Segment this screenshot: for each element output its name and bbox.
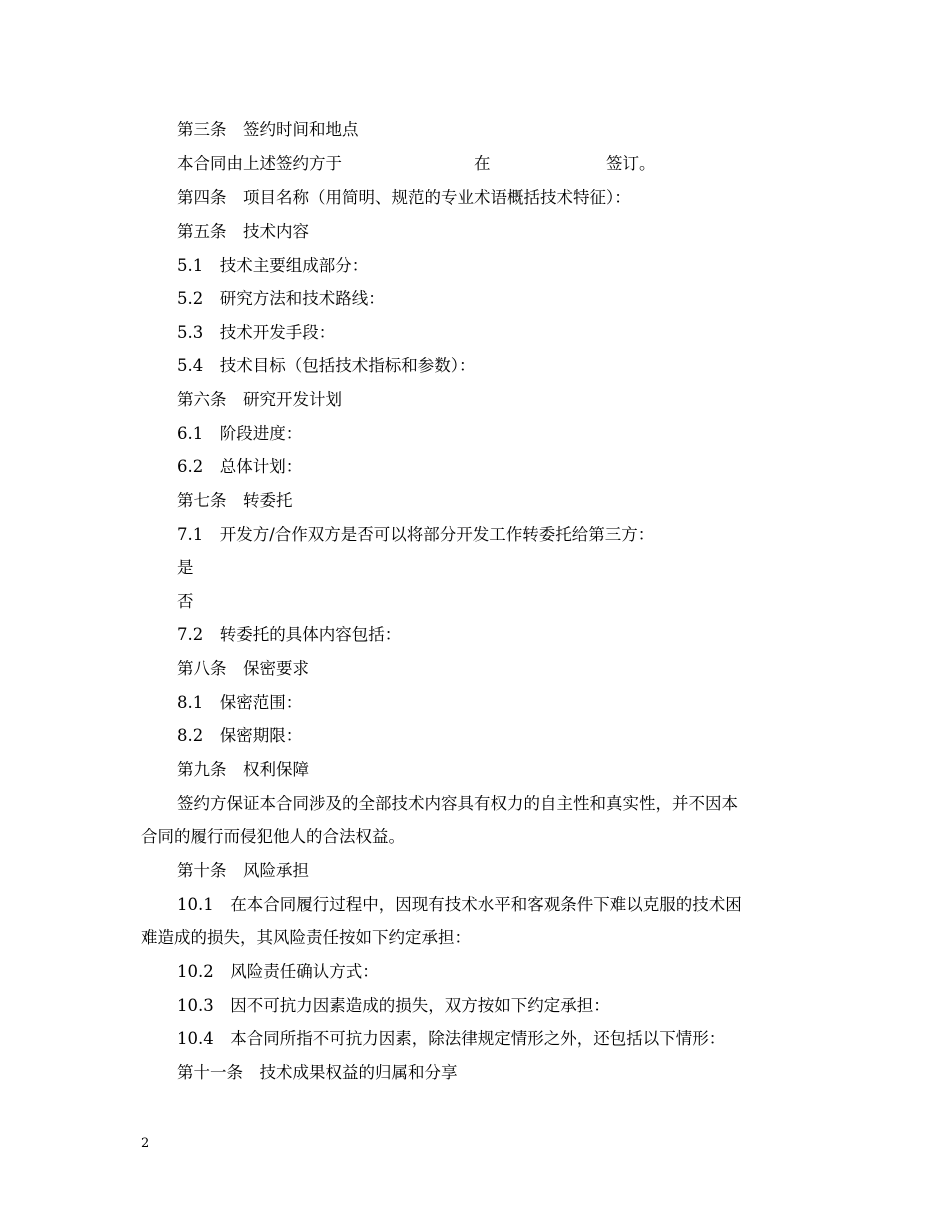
clause-8-2: 8.2 保密期限： <box>177 726 303 745</box>
article-4-heading: 第四条 项目名称（用简明、规范的专业术语概括技术特征）： <box>177 188 631 207</box>
clause-5-3: 5.3 技术开发手段： <box>177 323 336 342</box>
clause-5-1: 5.1 技术主要组成部分： <box>177 256 369 275</box>
clause-7-1: 7.1 开发方/合作双方是否可以将部分开发工作转委托给第三方： <box>177 525 655 544</box>
article-5-heading: 第五条 技术内容 <box>177 222 309 241</box>
article-3-heading: 第三条 签约时间和地点 <box>177 120 359 139</box>
clause-6-1: 6.1 阶段进度： <box>177 424 303 443</box>
article-9-paragraph-line-2: 合同的履行而侵犯他人的合法权益。 <box>141 827 405 846</box>
clause-8-1: 8.1 保密范围： <box>177 693 303 712</box>
article-9-heading: 第九条 权利保障 <box>177 760 309 779</box>
signing-place-time-text: 本合同由上述签约方于 在 签订。 <box>177 154 656 173</box>
clause-6-2: 6.2 总体计划： <box>177 457 303 476</box>
article-10-heading: 第十条 风险承担 <box>177 861 309 880</box>
clause-10-3: 10.3 因不可抗力因素造成的损失，双方按如下约定承担： <box>177 996 610 1015</box>
article-8-heading: 第八条 保密要求 <box>177 659 309 678</box>
option-no: 否 <box>177 592 194 611</box>
article-9-paragraph-line-1: 签约方保证本合同涉及的全部技术内容具有权力的自主性和真实性，并不因本 <box>177 794 738 813</box>
clause-5-4: 5.4 技术目标（包括技术指标和参数）： <box>177 356 476 375</box>
clause-10-4: 10.4 本合同所指不可抗力因素，除法律规定情形之外，还包括以下情形： <box>177 1029 726 1048</box>
clause-10-1-line-2: 难造成的损失，其风险责任按如下约定承担： <box>141 928 471 947</box>
clause-10-1-line-1: 10.1 在本合同履行过程中，因现有技术水平和客观条件下难以克服的技术困 <box>177 895 742 914</box>
article-7-heading: 第七条 转委托 <box>177 491 293 510</box>
article-6-heading: 第六条 研究开发计划 <box>177 390 342 409</box>
clause-10-2: 10.2 风险责任确认方式： <box>177 962 379 981</box>
page-number: 2 <box>141 1136 150 1151</box>
article-11-heading: 第十一条 技术成果权益的归属和分享 <box>177 1063 458 1082</box>
clause-7-2: 7.2 转委托的具体内容包括： <box>177 625 402 644</box>
option-yes: 是 <box>177 558 194 577</box>
clause-5-2: 5.2 研究方法和技术路线： <box>177 289 385 308</box>
